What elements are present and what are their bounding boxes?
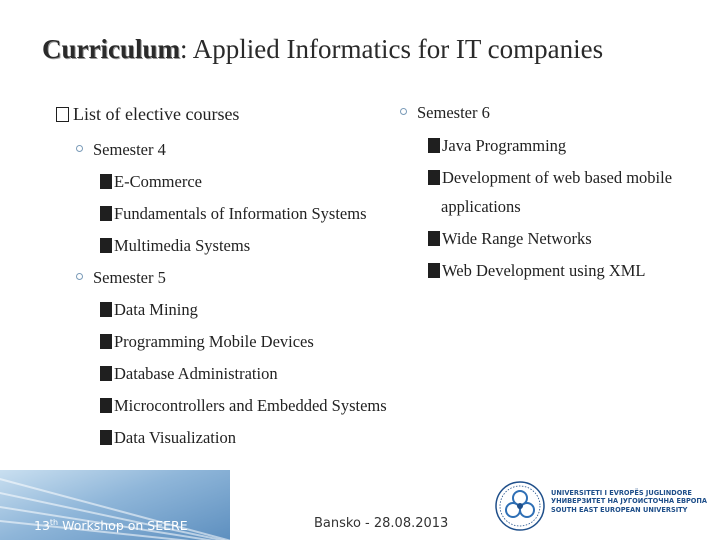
course-item: Multimedia Systems — [100, 236, 250, 256]
course-item: Data Visualization — [100, 428, 236, 448]
ring-bullet-icon — [76, 273, 83, 280]
course-item: Microcontrollers and Embedded Systems — [100, 396, 387, 416]
title-rest: : Applied Informatics for IT companies — [180, 34, 604, 64]
place-date: Bansko - 28.08.2013 — [314, 516, 449, 531]
glyph-box-icon — [100, 398, 112, 413]
glyph-box-icon — [100, 174, 112, 189]
course-item: Data Mining — [100, 300, 198, 320]
workshop-label: 13th Workshop on SEERE — [34, 518, 188, 534]
semester-5-label: Semester 5 — [76, 268, 166, 288]
course-item: Fundamentals of Information Systems — [100, 204, 367, 224]
square-bullet-icon — [56, 107, 69, 122]
ring-bullet-icon — [76, 145, 83, 152]
university-logo-icon — [494, 480, 546, 532]
university-name: UNIVERSITETI I EVROPËS JUGLINDORE УНИВЕРЗИТЕТ НА ЈУГОИСТОЧНА ЕВРОПА SOUTH EAST EUROPEAN UNIVERSITY — [551, 489, 708, 514]
course-item: Programming Mobile Devices — [100, 332, 314, 352]
glyph-box-icon — [100, 238, 112, 253]
title-strong: Curriculum — [42, 34, 180, 64]
glyph-box-icon — [428, 263, 440, 278]
glyph-box-icon — [428, 138, 440, 153]
slide-title — [42, 34, 603, 65]
course-item: E-Commerce — [100, 172, 202, 192]
course-item: Web Development using XML — [428, 261, 646, 281]
course-item: Development of web based mobile — [428, 168, 672, 188]
glyph-box-icon — [100, 366, 112, 381]
glyph-box-icon — [100, 334, 112, 349]
glyph-box-icon — [100, 206, 112, 221]
elective-heading: List of elective courses — [56, 104, 239, 125]
glyph-box-icon — [100, 430, 112, 445]
course-item: Database Administration — [100, 364, 278, 384]
course-item: Wide Range Networks — [428, 229, 592, 249]
glyph-box-icon — [100, 302, 112, 317]
ring-bullet-icon — [400, 108, 407, 115]
glyph-box-icon — [428, 231, 440, 246]
course-item: Java Programming — [428, 136, 566, 156]
semester-4-label: Semester 4 — [76, 140, 166, 160]
course-item-continuation: applications — [441, 197, 521, 216]
glyph-box-icon — [428, 170, 440, 185]
semester-6-label: Semester 6 — [400, 103, 490, 123]
